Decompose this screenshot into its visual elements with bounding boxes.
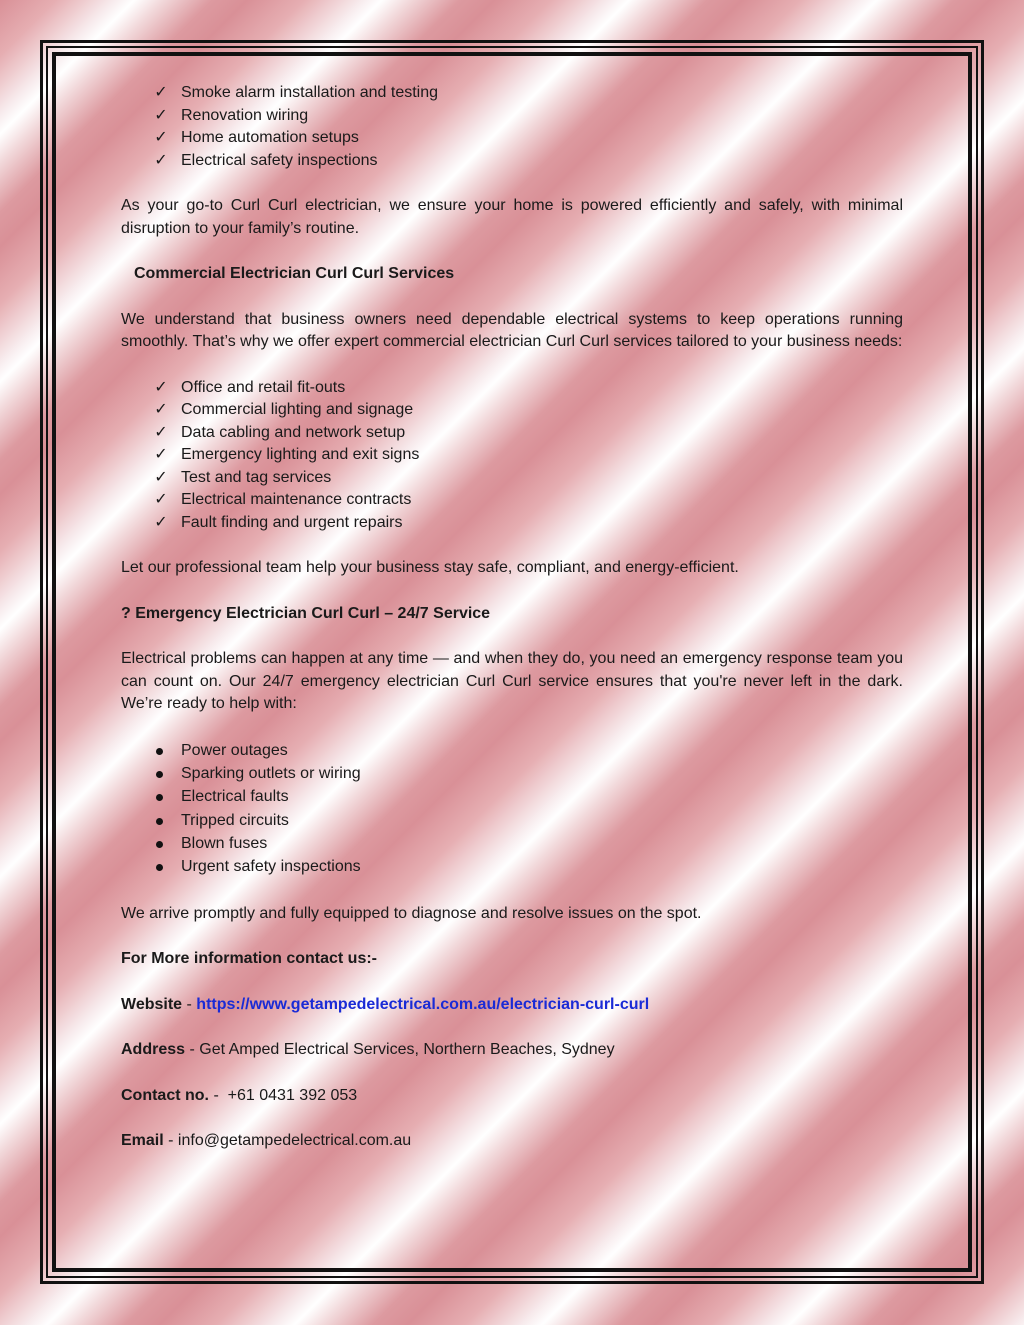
check-icon: ✓: [154, 513, 168, 531]
home-paragraph: As your go-to Curl Curl electrician, we ensure your home is powered efficiently and safely, with minimal disruption to your family’s routine.: [121, 197, 903, 237]
list-item: ✓ Test and tag services: [121, 467, 903, 490]
list-item: ✓ Smoke alarm installation and testing: [121, 82, 903, 105]
list-item: Blown fuses: [121, 833, 903, 856]
list-item: ✓ Home automation setups: [121, 127, 903, 150]
contact-heading: For More information contact us:-: [121, 950, 377, 968]
address-line: Address - Get Amped Electrical Services, Northern Beaches, Sydney: [121, 1041, 615, 1059]
list-item: ✓ Office and retail fit-outs: [121, 377, 903, 400]
check-icon: ✓: [154, 151, 168, 169]
phone-value: +61 0431 392 053: [227, 1086, 358, 1104]
list-item: ✓ Renovation wiring: [121, 105, 903, 128]
bullet-icon: [156, 748, 163, 755]
address-label: Address: [121, 1041, 186, 1059]
phone-line: Contact no. - +61 0431 392 053: [121, 1086, 358, 1104]
list-item: Urgent safety inspections: [121, 856, 903, 879]
bullet-icon: [156, 864, 163, 871]
list-item: ✓ Commercial lighting and signage: [121, 399, 903, 422]
check-icon: ✓: [154, 84, 168, 101]
list-item: ✓ Data cabling and network setup: [121, 422, 903, 445]
website-line: Website - https://www.getampedelectrical.com.au/electrician-curl-curl: [121, 995, 650, 1013]
bullet-icon: [156, 771, 163, 778]
check-icon: ✓: [154, 129, 168, 146]
commercial-paragraph: We understand that business owners need dependable electrical systems to keep operations running smoothly. That’s why we offer expert commercial electrician Curl Curl services tailored to your business needs:: [121, 310, 903, 350]
list-item: Sparking outlets or wiring: [121, 763, 903, 786]
residential-services-list: [121, 82, 903, 172]
check-icon: ✓: [154, 446, 168, 463]
list-item: ✓ Electrical maintenance contracts: [121, 489, 903, 512]
list-item: Power outages: [121, 740, 903, 763]
commercial-heading: Commercial Electrician Curl Curl Services: [134, 265, 455, 282]
website-label: Website: [121, 995, 183, 1013]
bullet-icon: [156, 794, 163, 801]
list-item: Tripped circuits: [121, 810, 903, 833]
emergency-heading: ? Emergency Electrician Curl Curl – 24/7 Service: [121, 604, 491, 622]
list-item: Electrical faults: [121, 786, 903, 809]
phone-label: Contact no.: [121, 1086, 209, 1104]
list-item: ✓ Electrical safety inspections: [121, 150, 903, 173]
list-item: ✓ Fault finding and urgent repairs: [121, 512, 903, 535]
check-icon: ✓: [154, 468, 168, 486]
check-icon: ✓: [154, 106, 168, 124]
website-link[interactable]: https://www.getampedelectrical.com.au/electrician-curl-curl: [196, 995, 650, 1013]
bullet-icon: [156, 841, 163, 848]
commercial-services-list: [121, 377, 903, 535]
arrival-paragraph: We arrive promptly and fully equipped to diagnose and resolve issues on the spot.: [121, 904, 702, 922]
list-item: ✓ Emergency lighting and exit signs: [121, 444, 903, 467]
emergency-paragraph: Electrical problems can happen at any time — and when they do, you need an emergency response team you can count on. Our 24/7 emergency electrician Curl Curl service ensures that you're never left in the dark. We’re ready to help with:: [121, 650, 903, 712]
bullet-icon: [156, 818, 163, 825]
document-body: [121, 82, 903, 1153]
address-value: Get Amped Electrical Services, Northern Beaches, Sydney: [199, 1041, 615, 1059]
check-icon: ✓: [154, 401, 168, 418]
missing-glyph-icon: ?: [121, 604, 131, 622]
team-paragraph: Let our professional team help your business stay safe, compliant, and energy-efficient.: [121, 559, 739, 576]
email-value: info@getampedelectrical.com.au: [177, 1132, 412, 1150]
email-line: Email - info@getampedelectrical.com.au: [121, 1132, 412, 1150]
email-label: Email: [121, 1132, 164, 1150]
check-icon: ✓: [154, 423, 168, 441]
check-icon: ✓: [154, 491, 168, 508]
check-icon: ✓: [154, 378, 168, 396]
emergency-services-list: [121, 740, 903, 880]
